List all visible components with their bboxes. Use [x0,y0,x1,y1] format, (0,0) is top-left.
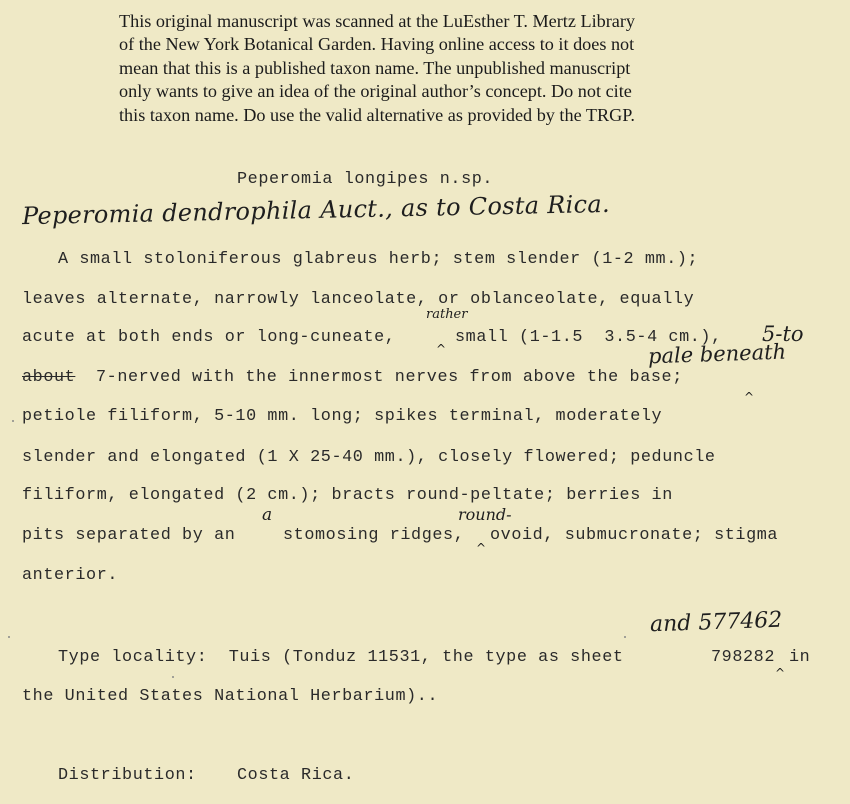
annotation-round: round- [458,505,512,524]
handwritten-synonym: Peperomia dendrophila Auct., as to Costa Rica. [21,189,611,231]
description-line: petiole filiform, 5-10 mm. long; spikes terminal, moderately [22,407,663,426]
description-line: A small stoloniferous glabreus herb; stem slender (1-2 mm.); [58,250,699,269]
annotation-pale-beneath: pale beneath [647,339,787,369]
disclaimer-line: of the New York Botanical Garden. Having online access to it does not [119,34,635,55]
annotation-rather: rather [426,307,468,322]
annotation-and-number: and 577462 [649,607,783,638]
type-locality-line: in [789,648,811,667]
scan-speck [8,636,10,638]
scan-speck [624,636,626,638]
annotation-letter-a: a [262,505,273,525]
distribution-label: Distribution: [58,766,197,785]
insertion-caret: ^ [476,541,487,555]
description-line: pits separated by an [22,526,236,545]
description-line: leaves alternate, narrowly lanceolate, or oblanceolate, equally [22,290,695,309]
disclaimer-line: this taxon name. Do use the valid alternative as provided by the TRGP. [119,104,635,125]
struck-word: about [22,368,76,387]
description-line: anterior. [22,566,119,585]
type-locality-sheet-number: 798282 [711,648,776,667]
insertion-caret: ^ [775,666,786,680]
description-line: filiform, elongated (2 cm.); bracts round-peltate; berries in [22,486,673,505]
description-line: 7-nerved with the innermost nerves from above the base; [96,368,683,387]
description-line: acute at both ends or long-cuneate, [22,328,396,347]
distribution-value: Costa Rica. [237,766,355,785]
disclaimer-line: mean that this is a published taxon name. The unpublished manuscript [119,57,631,78]
type-locality-line: Type locality: Tuis (Tonduz 11531, the type as sheet [58,648,624,667]
description-line: stomosing ridges, [283,526,465,545]
disclaimer-line: This original manuscript was scanned at the LuEsther T. Mertz Library [119,11,635,31]
type-locality-line: the United States National Herbarium).. [22,687,439,706]
description-line: slender and elongated (1 X 25-40 mm.), closely flowered; peduncle [22,448,716,467]
disclaimer-notice [119,10,759,127]
annotation-five-to: 5-to [762,322,804,346]
scan-speck [172,676,174,678]
disclaimer-line: only wants to give an idea of the original author’s concept. Do not cite [119,81,632,102]
species-title: Peperomia longipes n.sp. [237,170,494,189]
insertion-caret: ^ [436,342,447,356]
description-line: ovoid, submucronate; stigma [490,526,779,545]
scan-speck [12,420,14,422]
insertion-caret: ^ [744,390,755,404]
description-line: small (1-1.5 3.5-4 cm.), [455,328,722,347]
